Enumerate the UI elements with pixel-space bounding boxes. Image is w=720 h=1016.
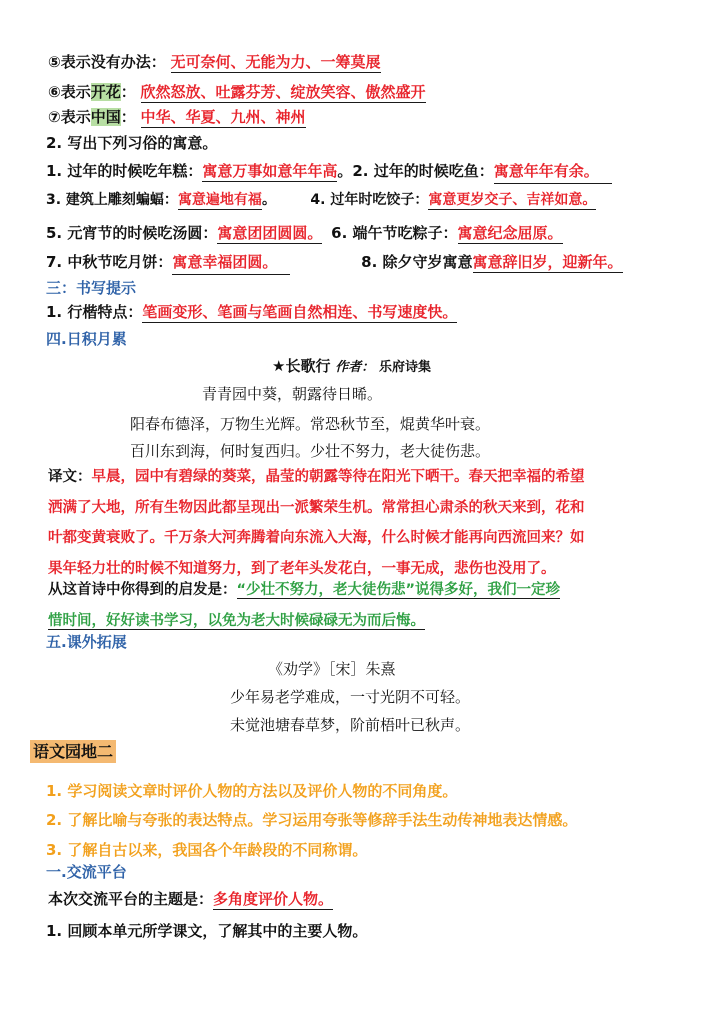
- item-sep: ：: [120, 83, 136, 101]
- poem-line: 阳春布德泽，万物生光辉。常恐秋节至，焜黄华叶衰。: [130, 415, 491, 433]
- insight-block: [48, 575, 688, 636]
- item-number: ⑤: [48, 53, 61, 71]
- garden-goal: 3. 了解自古以来，我国各个年龄段的不同称谓。: [46, 841, 368, 859]
- garden-heading: [30, 741, 116, 763]
- item-answer: 欣然怒放、吐露芬芳、绽放笑容、傲然盛开: [140, 83, 426, 101]
- item-prefix: 表示: [60, 108, 91, 126]
- custom-question: 7. 中秋节吃月饼：: [46, 253, 173, 271]
- insight-line: 惜时间，好好读书学习，以免为老大时候碌碌无为而后悔。: [48, 612, 425, 629]
- item-answer: 中华、华夏、九州、神州: [140, 108, 306, 126]
- extension-title: 《劝学》［宋］朱熹: [268, 660, 396, 678]
- garden-goal: 2. 了解比喻与夸张的表达特点。学习运用夸张等修辞手法生动传神地表达情感。: [46, 811, 578, 829]
- poem-title: ★长歌行: [272, 357, 331, 375]
- writing-answer: 笔画变形、笔画与笔画自然相连、书写速度快。: [142, 303, 458, 321]
- customs-heading: 2. 写出下列习俗的寓意。: [46, 134, 218, 152]
- theme-answer: 多角度评价人物。: [213, 890, 334, 908]
- item-topic-highlight: 开花: [90, 83, 121, 101]
- custom-answer: 寓意遍地有福: [177, 192, 262, 208]
- theme-label: 本次交流平台的主题是：: [48, 890, 214, 908]
- item-number: ⑦: [48, 108, 61, 126]
- item-sep: ：: [120, 108, 136, 126]
- review-line: 1. 回顾本单元所学课文，了解其中的主要人物。: [46, 922, 368, 940]
- custom-question: 1. 过年的时候吃年糕：: [46, 162, 203, 180]
- item-answer: 无可奈何、无能为力、一筹莫展: [170, 53, 381, 71]
- custom-question: 5. 元宵节的时候吃汤圆：: [46, 224, 218, 242]
- extension-line: 未觉池塘春草梦，阶前梧叶已秋声。: [230, 716, 471, 734]
- meaning-item-7: [48, 106, 306, 128]
- theme-row: [48, 888, 333, 910]
- customs-row-2: [46, 189, 596, 211]
- garden-heading-text: 语文园地二: [30, 740, 116, 763]
- poem-line: 百川东到海，何时复西归。少壮不努力，老大徒伤悲。: [130, 442, 491, 460]
- custom-answer: 寓意纪念屈原。: [457, 224, 563, 242]
- custom-answer: 寓意年年有余。: [494, 160, 612, 184]
- translation-line: 果年轻力壮的时候不知道努力，到了老年头发花白，一事无成，悲伤也没用了。: [48, 560, 556, 577]
- custom-punct: 。: [261, 192, 276, 208]
- poem-author: 乐府诗集: [379, 360, 432, 375]
- customs-row-1: [46, 160, 612, 184]
- poem-author-label: 作者：: [335, 360, 375, 375]
- item-prefix: 表示: [60, 83, 91, 101]
- extension-heading: 五.课外拓展: [46, 633, 127, 651]
- accumulation-heading: 四.日积月累: [46, 330, 127, 348]
- item-prefix: 表示: [60, 53, 91, 71]
- meaning-item-5: [48, 51, 381, 73]
- custom-answer: 寓意万事如意年年高: [202, 162, 338, 180]
- item-sep: ：: [150, 53, 166, 71]
- poem-title-line: [272, 355, 431, 379]
- insight-label: 从这首诗中你得到的启发是：: [48, 582, 237, 598]
- extension-line: 少年易老学难成，一寸光阴不可轻。: [230, 688, 471, 706]
- custom-answer: 寓意团团圆圆。: [217, 224, 323, 242]
- customs-row-4: [46, 251, 623, 275]
- writing-question: 1. 行楷特点：: [46, 303, 143, 321]
- custom-question: 。2. 过年的时候吃鱼：: [337, 162, 494, 180]
- garden-goal: 1. 学习阅读文章时评价人物的方法以及评价人物的不同角度。: [46, 782, 458, 800]
- item-topic: 没有办法: [90, 53, 151, 71]
- translation-block: [48, 462, 688, 584]
- custom-answer: 寓意幸福团圆。: [172, 251, 290, 275]
- customs-row-3: [46, 222, 563, 244]
- translation-line: 叶都变黄衰败了。千万条大河奔腾着向东流入大海，什么时候才能再向西流回来？如: [48, 530, 585, 546]
- translation-line: 译文：早晨，园中有碧绿的葵菜，晶莹的朝露等待在阳光下晒干。春天把幸福的希望: [48, 469, 585, 485]
- custom-question: 4. 过年时吃饺子：: [310, 192, 429, 208]
- writing-heading: 三：书写提示: [46, 279, 137, 297]
- insight-line: 从这首诗中你得到的启发是：“少壮不努力，老大徒伤悲”说得多好，我们一定珍: [48, 582, 561, 598]
- writing-row: [46, 301, 457, 323]
- custom-question: 8. 除夕守岁寓意: [361, 253, 473, 271]
- item-topic-highlight: 中国: [90, 108, 121, 126]
- item-number: ⑥: [48, 83, 61, 101]
- custom-question: 3. 建筑上雕刻蝙蝠：: [46, 192, 178, 208]
- custom-question: 6. 端午节吃粽子：: [331, 224, 458, 242]
- poem-line: 青青园中葵，朝露待日晞。: [202, 385, 383, 403]
- custom-answer: 寓意辞旧岁，迎新年。: [472, 253, 623, 271]
- meaning-item-6: [48, 81, 426, 103]
- custom-answer: 寓意更岁交子、吉祥如意。: [428, 192, 597, 208]
- translation-label: 译文：: [48, 469, 92, 485]
- translation-line: 洒满了大地，所有生物因此都呈现出一派繁荣生机。常常担心肃杀的秋天来到，花和: [48, 499, 585, 516]
- exchange-heading: 一.交流平台: [46, 863, 127, 881]
